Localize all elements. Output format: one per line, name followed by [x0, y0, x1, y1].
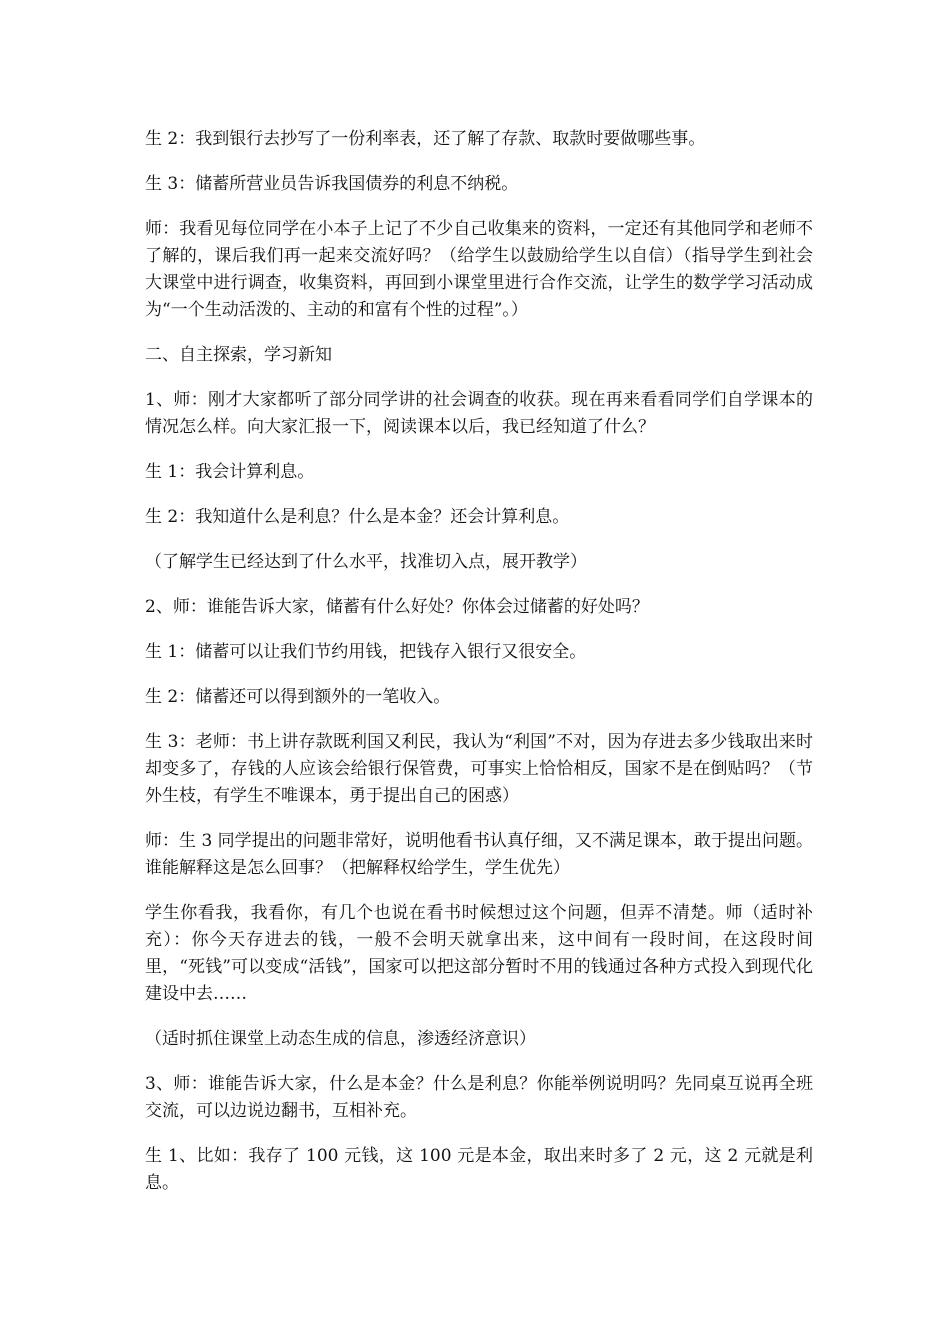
paragraph-teacher-praise: 师：生 3 同学提出的问题非常好，说明他看书认真仔细，又不满足课本，敢于提出问题。谁能解释这是怎么回事？（把解释权给学生，学生优先）: [145, 831, 813, 878]
paragraph-student2-principal: 生 2：我知道什么是利息？什么是本金？还会计算利息。: [145, 507, 570, 527]
document-page: [145, 126, 813, 1215]
paragraph-teacher-notes: 师：我看见每位同学在小本子上记了不少自己收集来的资料，一定还有其他同学和老师不了解的，课后我们再一起来交流好吗？（给学生以鼓励给学生以自信）（指导学生到社会大课堂中进行调查，收集资料，再回到小课堂里进行合作交流，让学生的数学学习活动成为“一个生动活泼的、主动的和富有个性的过程”。）: [145, 219, 813, 320]
paragraph-student3-question: 生 3：老师：书上讲存款既利国又利民，我认为“利国”不对，因为存进去多少钱取出来时却变多了，存钱的人应该会给银行保管费，可事实上恰恰相反，国家不是在倒贴吗？（节外生枝，有学生不唯课本，勇于提出自己的困惑）: [145, 732, 813, 806]
paragraph-note-economy: （适时抓住课堂上动态生成的信息，渗透经济意识）: [145, 1029, 536, 1049]
paragraph-teacher-savings-benefit: 2、师：谁能告诉大家，储蓄有什么好处？你体会过储蓄的好处吗？: [145, 597, 649, 617]
paragraph-teacher-principal-interest: 3、师：谁能告诉大家，什么是本金？什么是利息？你能举例说明吗？先同桌互说再全班交流，可以边说边翻书，互相补充。: [145, 1074, 813, 1121]
paragraph-student3-bond-tax: 生 3：储蓄所营业员告诉我国债券的利息不纳税。: [145, 174, 519, 194]
section-heading-explore: 二、自主探索，学习新知: [145, 345, 332, 365]
paragraph-teacher-explain: 学生你看我，我看你，有几个也说在看书时候想过这个问题，但弄不清楚。师（适时补充）：你今天存进去的钱，一般不会明天就拿出来，这中间有一段时间，在这段时间里，“死钱”可以变成“活钱”，国家可以把这部分暂时不用的钱通过各种方式投入到现代化建设中去……: [145, 903, 813, 1004]
paragraph-student1-interest: 生 1：我会计算利息。: [145, 462, 315, 482]
paragraph-teacher-survey: 1、师：刚才大家都听了部分同学讲的社会调查的收获。现在再来看看同学们自学课本的情况怎么样。向大家汇报一下，阅读课本以后，我已经知道了什么？: [145, 390, 813, 437]
paragraph-note-level: （了解学生已经达到了什么水平，找准切入点，展开教学）: [145, 552, 587, 572]
paragraph-student1-example: 生 1、比如：我存了 100 元钱，这 100 元是本金，取出来时多了 2 元，这 2 元就是利息。: [145, 1146, 813, 1193]
paragraph-student1-saving: 生 1：储蓄可以让我们节约用钱，把钱存入银行又很安全。: [145, 642, 587, 662]
paragraph-student2-income: 生 2：储蓄还可以得到额外的一笔收入。: [145, 687, 451, 707]
paragraph-student2-bank-rates: 生 2：我到银行去抄写了一份利率表，还了解了存款、取款时要做哪些事。: [145, 129, 706, 149]
